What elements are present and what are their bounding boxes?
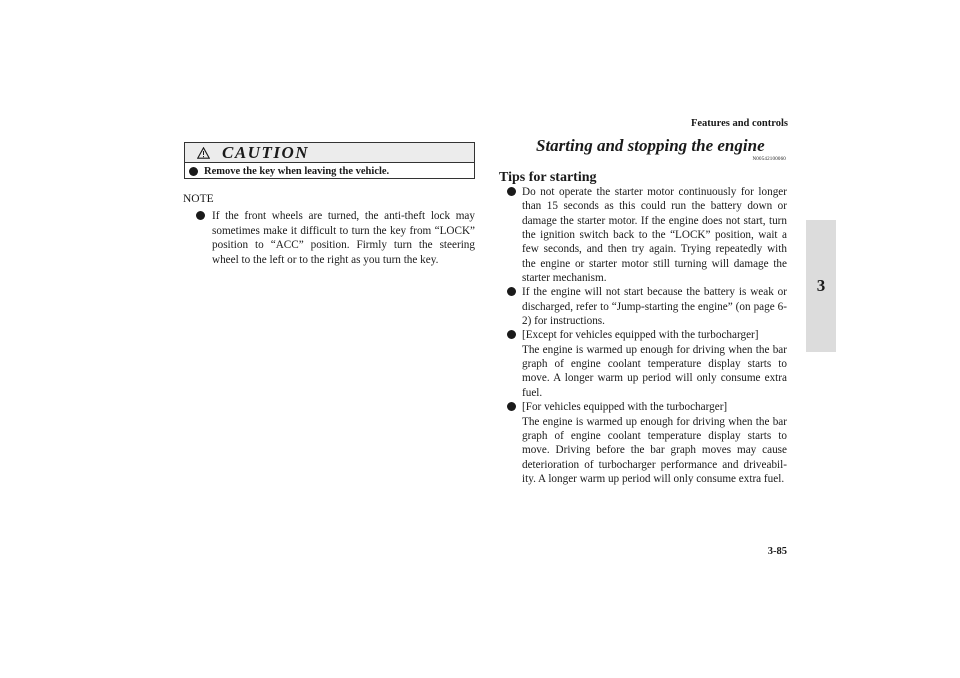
section-code: N00542100060 <box>752 157 786 162</box>
tip-text: Do not operate the starter motor continuously for longer than 15 seconds as this could run the battery down or damage the starter motor. If the engine does not start, turn the ignition switch back to the “LOCK” position, wait a few seconds, and then try again. Trying repeatedly with the engine or starter motor still turning will damage the starter mechanism. <box>522 186 787 285</box>
tip-condition: [For vehicles equipped with the turbocharger] <box>522 401 728 414</box>
tip-condition: [Except for vehicles equipped with the turbocharger] <box>522 329 759 342</box>
bullet-icon <box>507 402 516 411</box>
list-item <box>507 400 787 486</box>
list-item <box>507 185 787 285</box>
subsection-title: Tips for starting <box>499 170 597 185</box>
caution-box <box>184 142 475 179</box>
chapter-number: 3 <box>816 276 826 295</box>
note-item-text: If the front wheels are turned, the anti-theft lock may sometimes make it difficult to turn the key from “LOCK” position to “ACC” position. Firmly turn the steering wheel to the left or to the right as you turn the key. <box>212 210 475 266</box>
caution-header <box>185 143 474 163</box>
tip-text: If the engine will not start because the battery is weak or discharged, refer to “Jump-starting the engine” (on page 6-2) for instructions. <box>522 286 787 328</box>
bullet-icon <box>507 187 516 196</box>
tip-text: The engine is warmed up enough for driving when the bar graph of engine coolant temperature display starts to move. Driving before the bar graph moves may cause deterioration of turbocharger performance and driveabil-ity. A longer warm up period will only consume extra fuel. <box>522 415 787 485</box>
section-title: Starting and stopping the engine <box>536 136 765 155</box>
bullet-icon <box>196 211 205 220</box>
list-item <box>507 328 787 400</box>
caution-item <box>185 163 474 179</box>
caution-title: CAUTION <box>222 142 310 162</box>
bullet-icon <box>507 330 516 339</box>
page-number: 3-85 <box>767 546 787 557</box>
list-item <box>507 285 787 328</box>
page-header-title: Features and controls <box>690 118 788 129</box>
note-item <box>196 209 475 267</box>
chapter-tab <box>806 220 836 352</box>
warning-triangle-icon <box>197 147 210 159</box>
caution-item-text: Remove the key when leaving the vehicle. <box>204 165 390 177</box>
bullet-icon <box>189 167 198 176</box>
tips-list <box>507 185 787 486</box>
note-label: NOTE <box>183 193 214 205</box>
tip-text: The engine is warmed up enough for driving when the bar graph of engine coolant temperature display starts to move. A longer warm up period will only consume extra fuel. <box>522 343 787 399</box>
bullet-icon <box>507 287 516 296</box>
